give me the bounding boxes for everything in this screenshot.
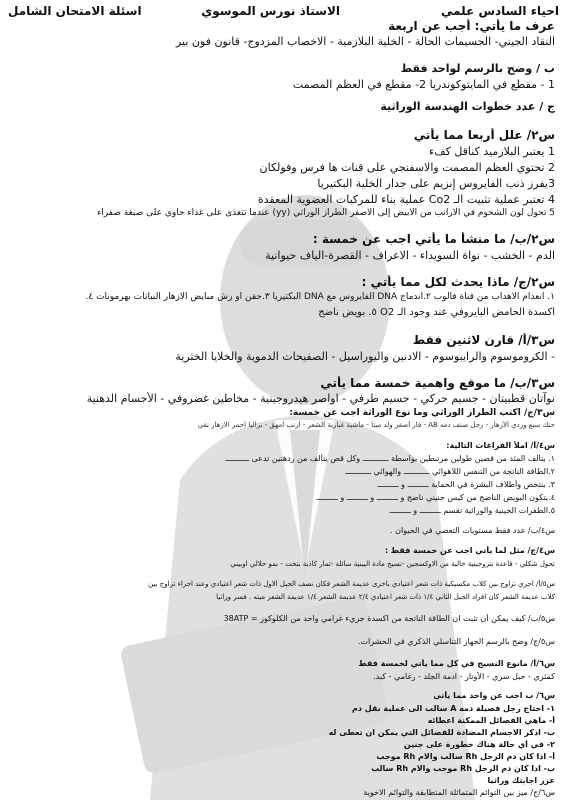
q6a-heading: س٦/أ/ مانوع النسيج في كل مما يأتي لخمسة فقط bbox=[358, 659, 555, 668]
q6c-question: س٦/ج/ ميز بين التوائم المتماثلة المتطابقة والتوائم الاخوية bbox=[363, 788, 555, 797]
q6a-items: كمثري - حبل سري - الأوتار - ادمة الجلد - رغامي - كبد. bbox=[373, 672, 555, 681]
exam-title: اسئلة الامتحان الشامل bbox=[8, 4, 142, 18]
teacher-name: الاستاذ نورس الموسوي bbox=[201, 4, 340, 18]
q6b-item-1a: أ- ماهي الفصائل الممكنة اعطائه bbox=[427, 716, 555, 725]
q2a-item-1: 1 يعتبر البلازميد كناقل كفء bbox=[429, 145, 555, 158]
q2b-heading: س٢/ب/ ما منشأ ما يأتي اجب عن خمسة : bbox=[312, 232, 555, 246]
q3a-heading: س٣/أ/ قارن لاثنين فقط bbox=[412, 333, 555, 347]
q2a-item-5: 5 تحول لون الشحوم في الارانب من الأبيض إلى الاصفر الطراز الوراثي (yy) عندما تتغذى على غذاء حاوي على صبغة صفراء bbox=[96, 208, 555, 218]
subject-title: احياء السادس علمي bbox=[441, 4, 559, 18]
q6b-item-2: ٢- في أي حالة هناك خطورة على جنين bbox=[403, 740, 555, 749]
q3b-items: نوآتان قطبيتان - جسيم حركي - جسيم طرفي - اواصر هيدروجينية - مخاطين غضروفي - الأجسام الدهنية bbox=[86, 392, 555, 405]
q3c-items: حنك سبع وردي الأزهار - رجل صنف دمه AB - فار أصفر ولد ميتا - ماشية غبارية الشعر - أرنب امهق - بزاليا احمر الازهار نقي bbox=[197, 421, 555, 429]
q1b-items: 1 - مقطع في المايتوكوندريا 2- مقطع في العظم المصمت bbox=[292, 78, 555, 91]
q4c-heading: س٤/ج/ مثل لما يأتي اجب عن خمسة فقط : bbox=[384, 546, 555, 555]
q3c-heading: س٣/ج/ اكتب الطراز الوراثي وما نوع الوراثة اجب عن خمسة: bbox=[289, 408, 555, 418]
q2a-heading: س٢/ علل أربعا مما يأتي bbox=[413, 128, 555, 142]
q6b-item-1b: ب- اذكر الاجسام المضادة للفصائل التي يمكن ان تعطى له bbox=[328, 728, 555, 737]
q6b-item-2b: ب- اذا كان دم الرجل Rh موجب والام Rh سالب bbox=[371, 764, 555, 773]
q6b-genetic-support: عزز اجابتك وراثيا bbox=[487, 776, 555, 785]
q5c-question: س٥/ج/ وضح بالرسم الجهاز التناسلي الذكري في الحشرات. bbox=[357, 637, 555, 646]
q4a-item-3: ٣. ينتخص وأطلاف البشرة في الحماية ـــــــــ و ـــــــــ bbox=[377, 480, 555, 489]
q3a-items: - الكروموسوم والرايبوسوم - الادنين واليوراسيل - الصفيحات الدموية والخلايا الخثرية bbox=[175, 350, 555, 363]
q5a-text-2: كلاب عديمة الشعر كان افراد الجيل الثاني ١/٤ ذات شعر اعتيادي ٢/٤ عديمة الشعر ١/٤ عديمة الشعر ميته . فسر وراثيا bbox=[216, 593, 555, 601]
q5b-question: س٥/ب/ كيف يمكن أن تثبت ان الطاقة الناتجة من اكسدة جزيء غرامي واحد من الكلوكوز = 38ATP bbox=[223, 614, 555, 623]
q4a-item-1: ١. يتألف المثد من قصين طولين مرتبطين بواسطة ـــــــــــ وكل قص يتألف من ردهتين تدعى ــــــــــ bbox=[225, 454, 555, 463]
q2a-item-4: 4 تعتبر عملية تثبيت الـ Co2 عملية بناء للمركبات العضوية المعقدة bbox=[257, 193, 555, 206]
q2b-items: الدم - الخشب - نواة السويداء - الاعراف - القصرة-الياف حيوانية bbox=[265, 249, 555, 262]
q3b-heading: س٣/ب/ ما موقع واهمية خمسة مما يأتي bbox=[320, 376, 555, 390]
q2a-item-3: 3يفرز ذنب الفايروس إنزيم على جدار الخلية البكتيريا bbox=[317, 177, 555, 190]
q5a-text-1: س٥/أ/ اجري تزاوج بين كلاب مكسيكية ذات شعر اعتيادي باخرى عديمة الشعر فكان نصف الجيل الاول ذات شعر اعتيادي وعند اجراء تزاوج بين bbox=[148, 580, 555, 588]
q6b-item-2a: أ- اذا كان دم الرجل Rh سالب والام Rh موجب bbox=[376, 752, 555, 761]
q4a-item-4: ٤.يتكون البويض الناضج من كيس جنيني ناضج و ـــــــــ و ـــــــــ و ـــــــــ bbox=[316, 493, 555, 502]
q4a-heading: س٤/أ/ املأ الفراغات التالية: bbox=[446, 441, 555, 450]
q4a-item-2: ٢.الطاقة الناتجة من التنفس اللاهوائي ـــــــــــ والهوائي ـــــــــــ bbox=[345, 467, 555, 476]
q6b-heading: س٦/ ب اجب عن واحد مما يأتي bbox=[433, 691, 555, 700]
q4c-items: تحول شكلي - قاعدة نتروجينية خالية من الاوكسجين -نسيج مادة البينية سائلة -ثمار كاذبة بتخت - نمو خلالي اوبيني bbox=[230, 560, 555, 568]
q2c-heading: س٢/ج/ ماذا يحدث لكل مما يأتي : bbox=[361, 275, 555, 289]
q2c-items-2: اكسدة الحامض البايروفي عند وجود الـ O2 ٥. بويض ناضج bbox=[318, 307, 555, 318]
q1b-heading: ب / وضح بالرسم لواحد فقط bbox=[400, 62, 555, 75]
q1a-terms: النقاد الجيني- الجسيمات الحالة - الخلية البلازمية - الاخصاب المزدوج- قانون فون بير bbox=[175, 35, 555, 48]
q4b-heading: س٤/ب/ عدد فقط مستويات التعضي في الحيوان . bbox=[390, 526, 555, 535]
q2a-item-2: 2 تحتوي العظم المصمت والاسفنجي على قنات ها فرس وفولكان bbox=[259, 161, 555, 174]
q4a-item-5: ٥.الطفرات الجينية والوراثية تقسم ـــــــــ و ـــــــــ bbox=[389, 506, 555, 515]
q1c-heading: ج / عدد خطوات الهندسة الوراثية bbox=[380, 100, 555, 113]
q6b-item-1: ١- احتاج رجل فصيلة دمه A سالب الى عملية نقل دم bbox=[351, 704, 555, 713]
q2c-items-1: ١. انعدام الاهداب من قناة فالوب ٢.اندماج DNA الفايروس مع DNA البكتيريا ٣.حقن او رش مبايض الازهار النباتات بهرمونات ٤. bbox=[85, 292, 555, 302]
q1a-heading: عرف ما يأتي: أجب عن اربعة bbox=[388, 19, 555, 33]
